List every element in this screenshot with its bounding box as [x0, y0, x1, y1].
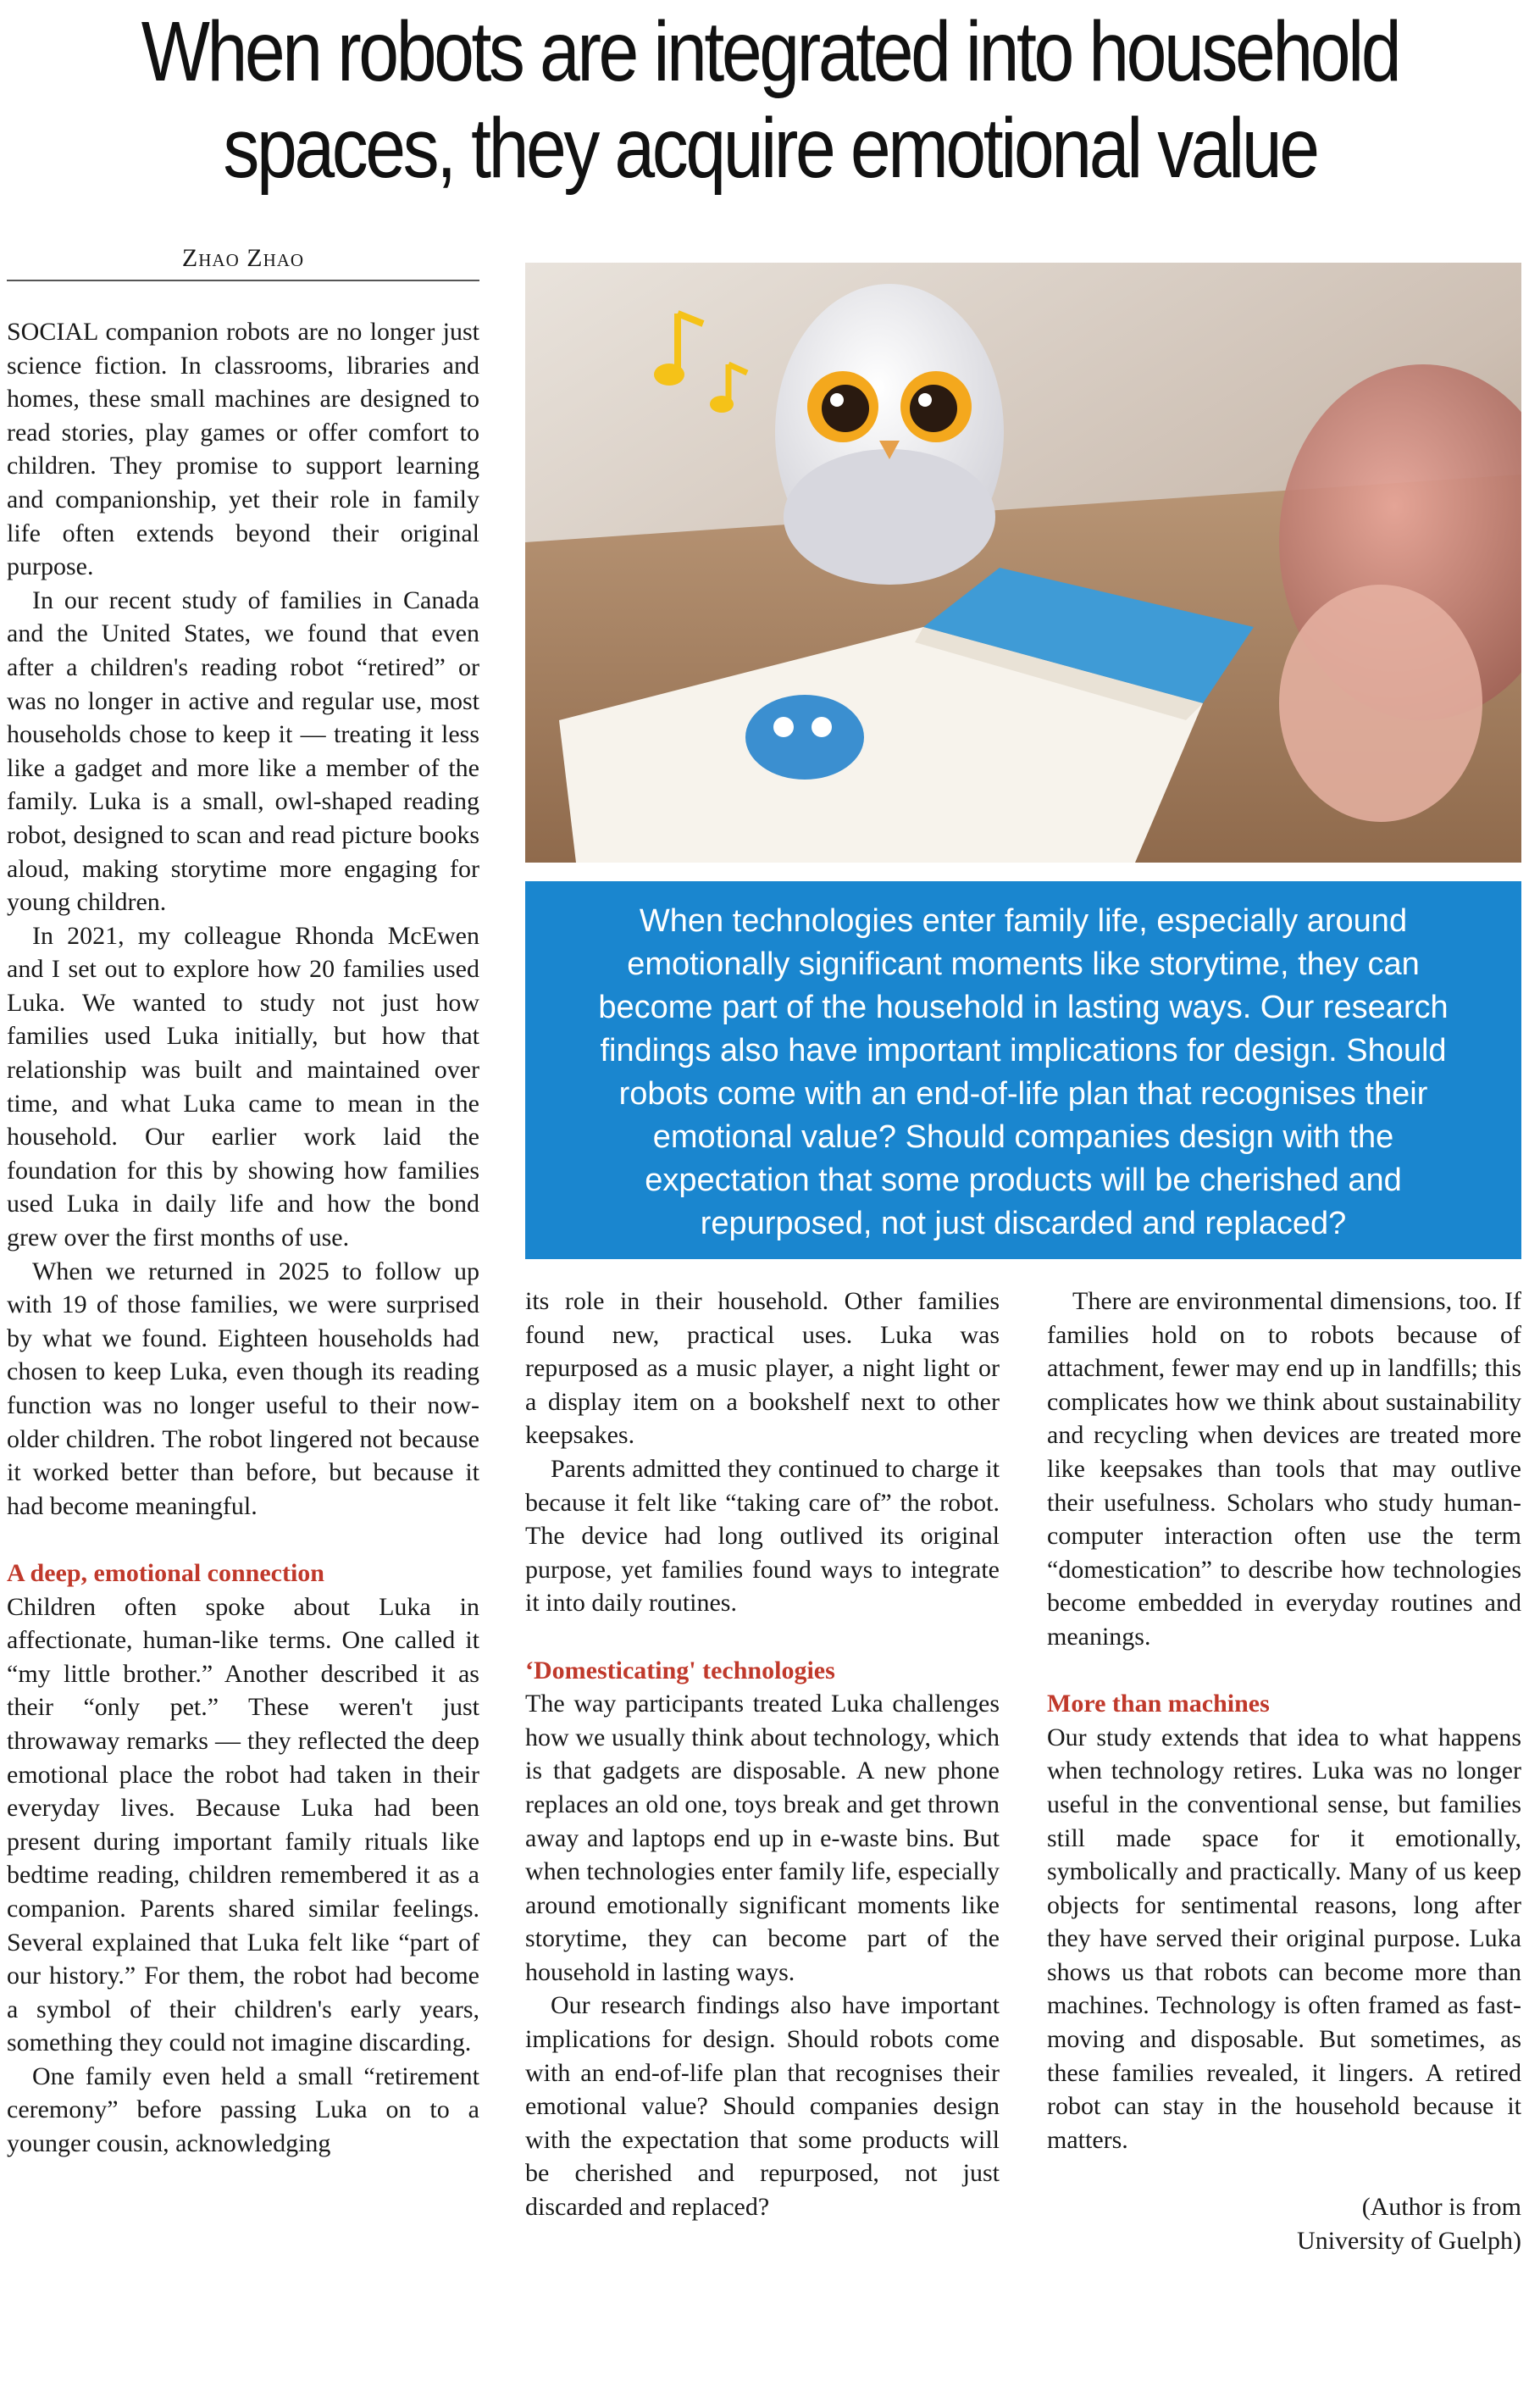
paragraph: One family even held a small “retirement ceremony” before passing Luka on to a younger cousin, acknowledging	[7, 2062, 479, 2158]
paragraph: Children often spoke about Luka in affectionate, human-like terms. One called it “my little brother.” Another described it as their “only pet.” These weren't just throwaway remarks — they reflected the deep emotional place the robot had taken in their everyday lives. Because Luka had been present during important family rituals like bedtime reading, children remembered it as a companion. Parents shared similar feelings. Several explained that Luka felt like “part of our history.” For them, the robot had become a symbol of their children's early years, something they could not imagine discarding.	[7, 1592, 479, 2057]
column-1	[7, 315, 479, 2379]
author-credit-line-2: University of Guelph)	[1297, 2226, 1521, 2255]
paragraph: SOCIAL companion robots are no longer just science fiction. In classrooms, libraries and homes, these small machines are designed to read stories, play games or offer comfort to children. They promise to support learning and companionship, yet their role in family life often extends beyond their original purpose.	[7, 318, 479, 581]
paragraph: The way participants treated Luka challenges how we usually think about technology, which is that gadgets are disposable. A new phone replaces an old one, toys break and get thrown away and laptops end up in e-waste bins. But when technologies enter family life, especially around emotionally significant moments like storytime, they can become part of the household in lasting ways.	[525, 1690, 1000, 1986]
subheading: ‘Domesticating' technologies	[525, 1656, 835, 1684]
paragraph: Our study extends that idea to what happens when technology retires. Luka was no longer useful in the conventional sense, but families still made space for it emotionally, symbolically and practically. Many of us keep objects for sentimental reasons, long after they have served their original purpose. Luka shows us that robots can become more than machines. Technology is often framed as fast-moving and disposable. But sometimes, as these families revealed, it lingers. A retired robot can stay in the household because it matters.	[1047, 1723, 1521, 2154]
paragraph: In 2021, my colleague Rhonda McEwen and I set out to explore how 20 families used Luka. We wanted to study not just how families used Luka initially, but how that relationship was built and maintained over time, and what Luka came to mean in the household. Our earlier work laid the foundation for this by showing how families used Luka in daily life and how the bond grew over the first months of use.	[7, 921, 479, 1252]
paragraph: Parents admitted they continued to charge it because it felt like “taking care of” the robot. The device had long outlived its original purpose, yet families found ways to integrate it into daily routines.	[525, 1454, 1000, 1618]
byline: Zhao Zhao	[7, 244, 479, 281]
article-photo	[525, 263, 1521, 863]
author-credit	[1047, 2190, 1521, 2257]
paragraph: There are environmental dimensions, too. If families hold on to robots because of attachment, fewer may end up in landfills; this complicates how we think about sustainability and recycling when devices are treated more like keepsakes than tools that may outlive their usefulness. Scholars who study human-computer interaction often use the term “domestication” to describe how technologies become embedded in everyday routines and meanings.	[1047, 1287, 1521, 1651]
column-2	[525, 1285, 1000, 2379]
subheading: A deep, emotional connection	[7, 1558, 324, 1587]
subheading: More than machines	[1047, 1690, 1270, 1718]
column-3	[1047, 1285, 1521, 2379]
pull-quote: When technologies enter family life, especially around emotionally significant moments like storytime, they can become part of the household in lasting ways. Our research findings also have important implications for design. Should robots come with an end-of-life plan that recognises their emotional value? Should companies design with the expectation that some products will be cherished and repurposed, not just discarded and replaced?	[525, 881, 1521, 1259]
author-credit-line-1: (Author is from	[1361, 2193, 1521, 2222]
paragraph: In our recent study of families in Canada and the United States, we found that even after a children's reading robot “retired” or was no longer in active and regular use, most households chose to keep it — treating it less like a gadget and more like a member of the family. Luka is a small, owl-shaped reading robot, designed to scan and read picture books aloud, making storytime more engaging for young children.	[7, 586, 479, 917]
paragraph: When we returned in 2025 to follow up with 19 of those families, we were surprised by what we found. Eighteen households had chosen to keep Luka, even though its reading function was no longer useful to their now-older children. The robot lingered not because it worked better than before, but because it had become meaningful.	[7, 1257, 479, 1520]
headline-line-2: spaces, they acquire emotional value	[223, 101, 1317, 196]
headline	[108, 3, 1432, 197]
paragraph: its role in their household. Other families found new, practical uses. Luka was repurposed as a music player, a night light or a display item on a bookshelf next to other keepsakes.	[525, 1287, 1000, 1450]
headline-line-1: When robots are integrated into household	[141, 4, 1399, 99]
paragraph: Our research findings also have important implications for design. Should robots come with an end-of-life plan that recognises their emotional value? Should companies design with the expectation that some products will be cherished and repurposed, not just discarded and replaced?	[525, 1991, 1000, 2222]
